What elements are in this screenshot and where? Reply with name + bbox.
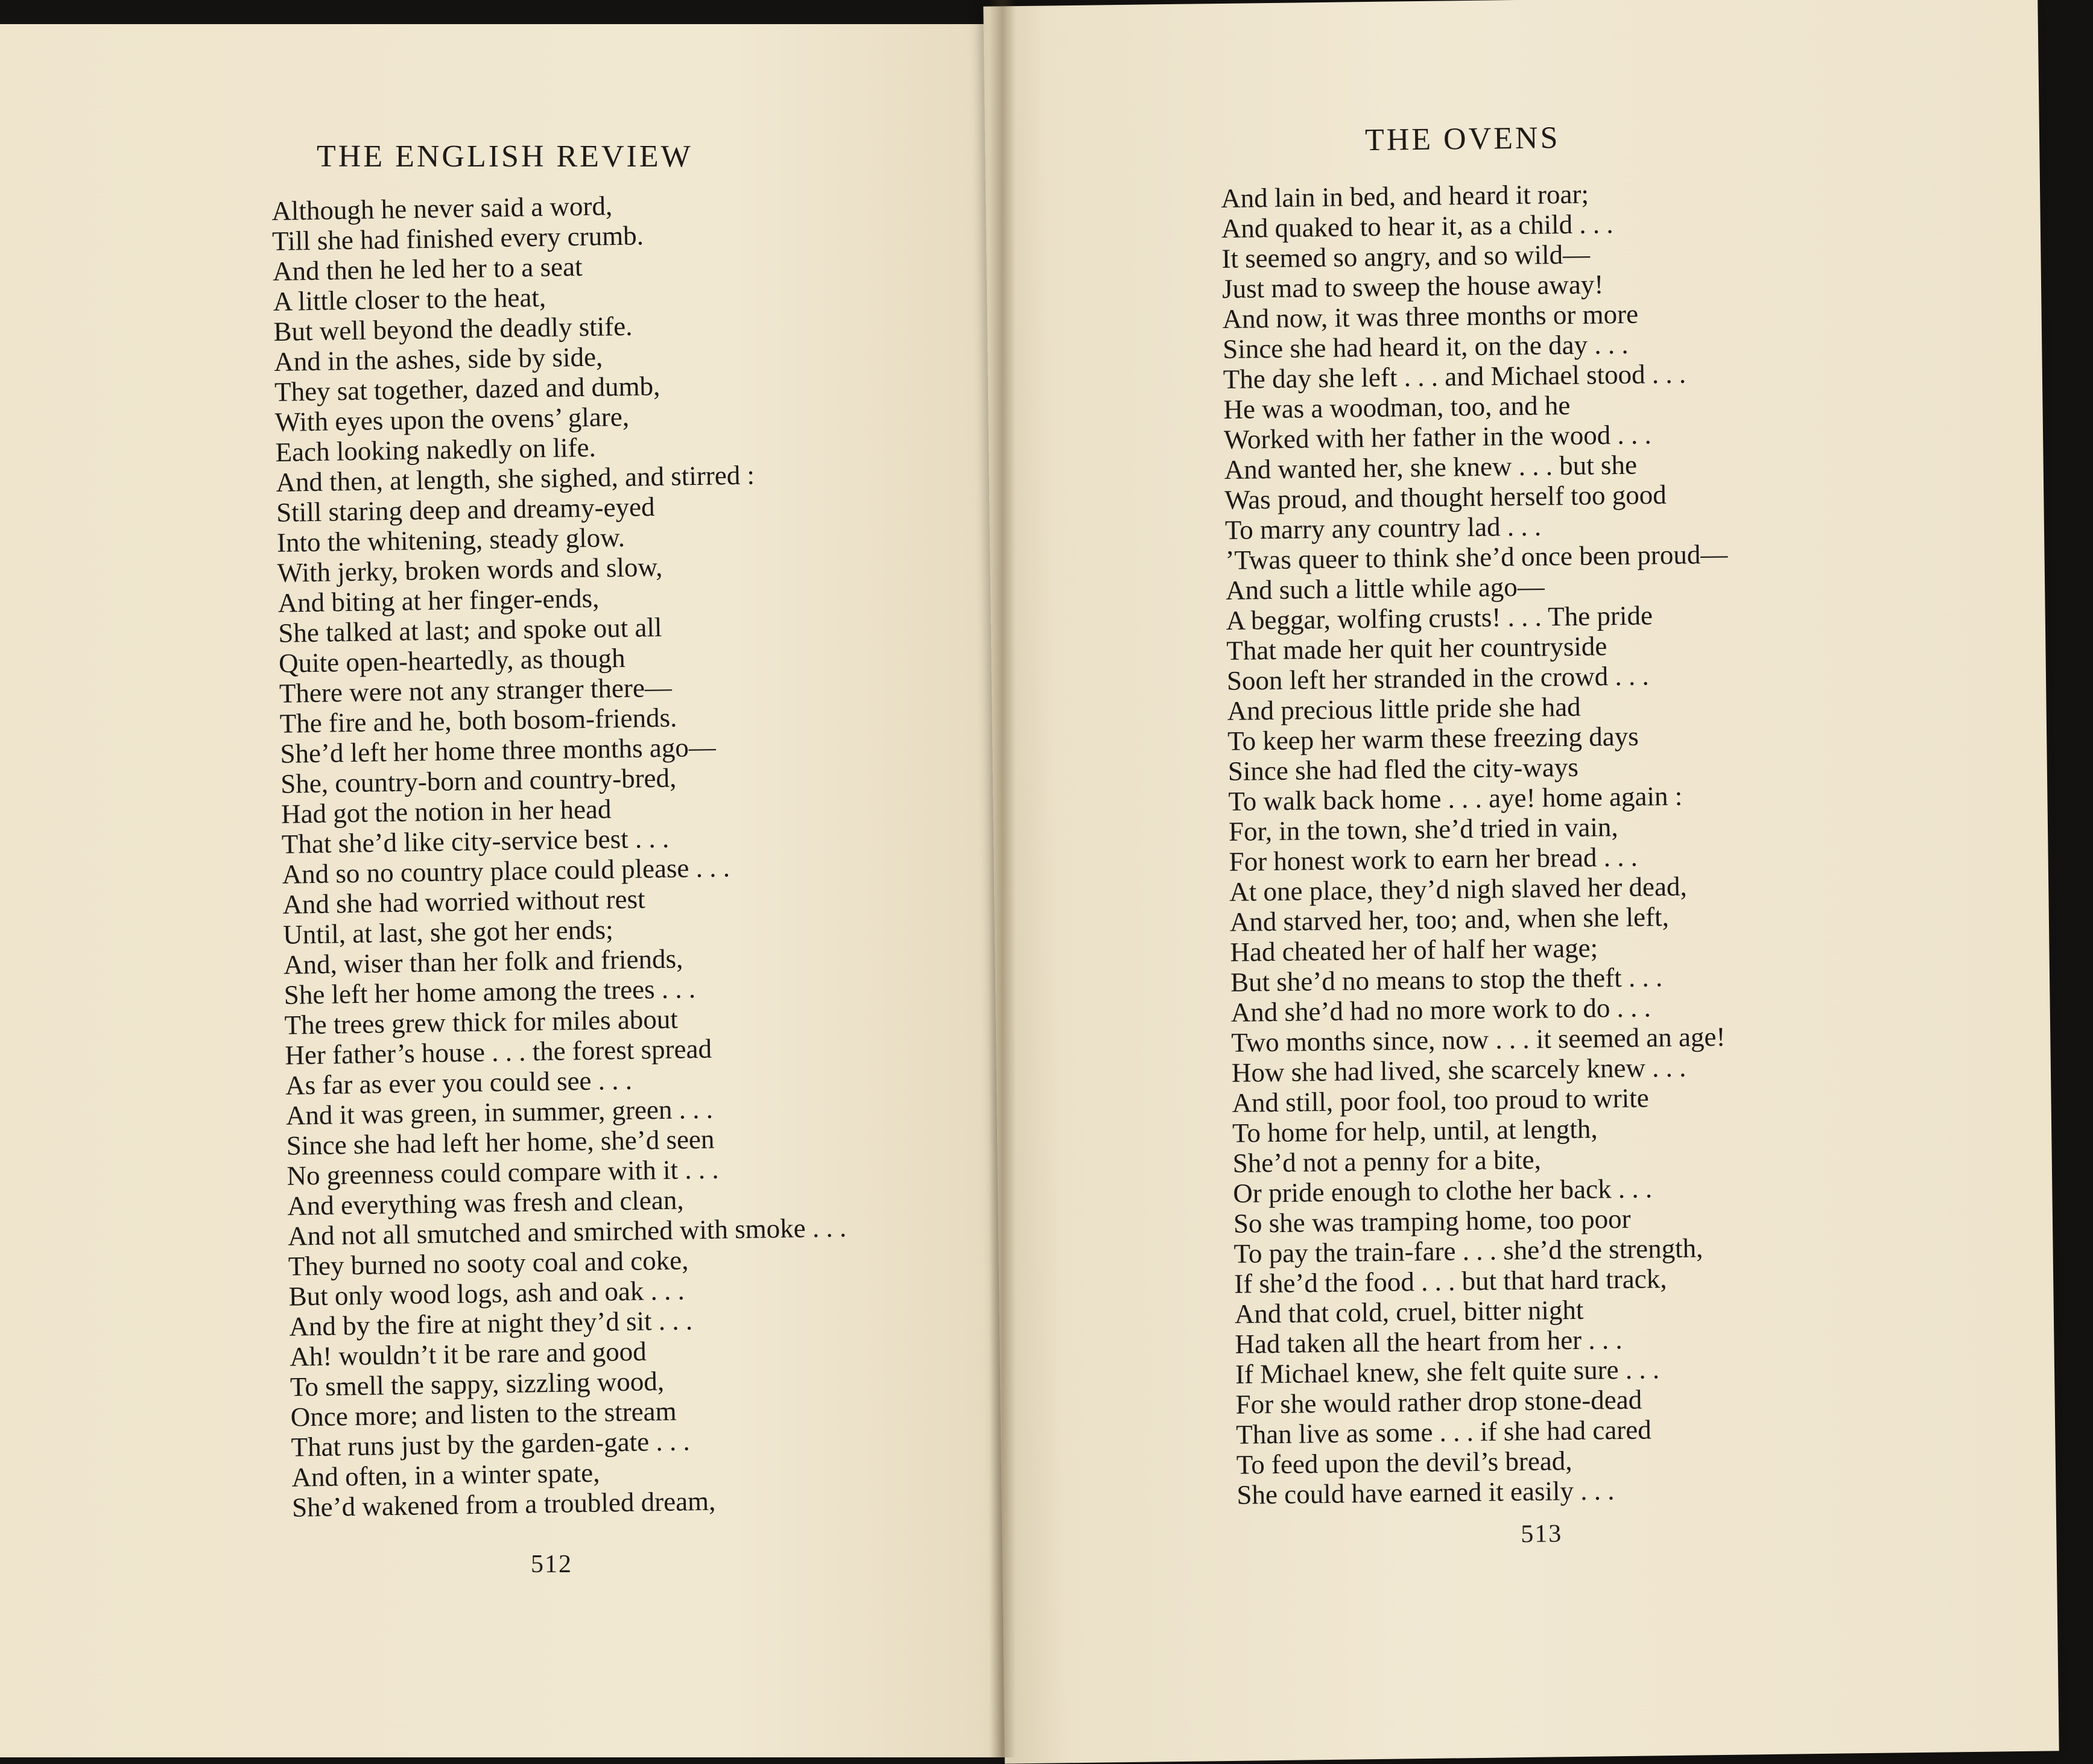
poem-line: If Michael knew, she felt quite sure . . . [1235,1354,1660,1389]
poem-line: And not all smutched and smirched with smoke . . . [287,1212,847,1251]
poem-line: The day she left . . . and Michael stood . . . [1223,358,1686,394]
poem-line: With eyes upon the ovens’ glare, [274,401,630,437]
poem-line: And everything was fresh and clean, [287,1184,684,1221]
poem-line: Or pride enough to clothe her back . . . [1233,1173,1653,1209]
poem-line: She left her home among the trees . . . [283,973,696,1010]
poem-line: And starved her, too; and, when she left, [1229,902,1670,937]
poem-line: Till she had finished every crumb. [271,220,644,256]
poem-line: And now, it was three months or more [1222,299,1639,334]
poem-line: They burned no sooty coal and coke, [288,1245,689,1282]
poem-line: That made her quit her countryside [1226,631,1607,666]
poem-line: A beggar, wolfing crusts! . . . The pride [1226,600,1653,636]
poem-line: To home for help, until, at length, [1232,1113,1598,1148]
poem-line: To marry any country lad . . . [1224,511,1542,545]
poem-line: So she was tramping home, too poor [1233,1203,1631,1239]
running-head: THE OVENS [1364,121,1560,158]
poem-line: But well beyond the deadly stife. [273,311,633,347]
poem-line: Just mad to sweep the house away! [1221,269,1604,304]
poem-line: The fire and he, both bosom-friends. [279,702,677,739]
poem-line: With jerky, broken words and slow, [277,551,663,588]
poem-line: Each looking nakedly on life. [275,432,597,467]
poem-line: And then, at length, she sighed, and stirred : [276,460,755,498]
poem-line: He was a woodman, too, and he [1223,390,1571,425]
poem-line: And biting at her finger-ends, [277,583,600,618]
poem-line: Soon left her stranded in the crowd . . . [1226,660,1650,696]
poem-line: To keep her warm these freezing days [1227,721,1639,756]
poem-line: And precious little pride she had [1227,691,1581,726]
poem-line: And often, in a winter spate, [291,1457,600,1493]
poem-line: Quite open-heartedly, as though [278,642,625,678]
poem-line: There were not any stranger there— [279,672,673,709]
poem-line: And such a little while ago— [1225,571,1545,605]
poem-line: She’d wakened from a troubled dream, [291,1485,716,1523]
poem-line: She, country-born and country-bred, [280,762,677,799]
poem-line: If she’d the food . . . but that hard track, [1233,1263,1667,1299]
poem-line: And, wiser than her folk and friends, [283,943,683,980]
poem-line: Into the whitening, steady glow. [276,522,625,558]
poem-line: As far as ever you could see . . . [285,1064,633,1101]
poem-line: Worked with her father in the wood . . . [1223,419,1652,455]
left-page [0,24,1039,1757]
poem-text [271,187,851,1522]
poem-line: ’Twas queer to think she’d once been proud— [1225,539,1728,575]
poem-line: She talked at last; and spoke out all [277,612,662,648]
poem-line: They sat together, dazed and dumb, [274,370,660,407]
poem-line: And wanted her, she knew . . . but she [1224,449,1638,485]
poem-line: Two months since, now . . . it seemed an age! [1230,1021,1726,1058]
poem-line: And so no country place could please . . . [282,852,730,890]
poem-line: She’d not a penny for a bite, [1232,1144,1542,1178]
poem-line: And it was green, in summer, green . . . [285,1093,714,1131]
poem-line: Ah! wouldn’t it be rare and good [289,1336,647,1372]
poem-line: Since she had fled the city-ways [1227,751,1579,786]
poem-line: And in the ashes, side by side, [273,341,603,377]
poem-line: And lain in bed, and heard it roar; [1220,179,1589,213]
poem-line: She’d left her home three months ago— [280,732,717,769]
poem-line: How she had lived, she scarcely knew . . . [1231,1052,1686,1088]
poem-line: Until, at last, she got her ends; [282,914,613,950]
poem-line: Since she had left her home, she’d seen [286,1124,715,1161]
running-head: THE ENGLISH REVIEW [317,139,693,174]
poem-line: To smell the sappy, sizzling wood, [290,1366,665,1402]
poem-line: That she’d like city-service best . . . [281,823,670,859]
poem-text [1221,177,1740,1510]
poem-line: For, in the town, she’d tried in vain, [1228,812,1618,847]
poem-line: That runs just by the garden-gate . . . [291,1426,690,1462]
poem-line: But only wood logs, ash and oak . . . [288,1275,685,1312]
poem-line: To pay the train-fare . . . she’d the strength, [1233,1233,1703,1269]
poem-line: Had got the notion in her head [280,794,612,829]
page-number: 513 [1521,1520,1563,1549]
poem-line: And she had worried without rest [282,884,645,920]
poem-line: She could have earned it easily . . . [1236,1475,1615,1510]
poem-line: Than live as some . . . if she had cared [1235,1414,1651,1450]
poem-line: Since she had heard it, on the day . . . [1222,329,1629,364]
poem-line: For honest work to earn her bread . . . [1229,841,1638,877]
poem-line: It seemed so angry, and so wild— [1221,239,1591,274]
poem-line: But she’d no means to stop the theft . . . [1230,962,1663,997]
page-number: 512 [531,1551,572,1578]
poem-line: No greenness could compare with it . . . [287,1154,719,1191]
poem-line: And still, poor fool, too proud to write [1232,1083,1649,1118]
poem-line: To feed upon the devil’s bread, [1236,1446,1572,1480]
poem-line: Once more; and listen to the stream [290,1396,677,1432]
poem-line: And she’d had no more work to do . . . [1230,992,1651,1028]
poem-line: Had taken all the heart from her . . . [1235,1324,1623,1359]
poem-line: And quaked to hear it, as a child . . . [1221,209,1613,244]
poem-line: Had cheated her of half her wage; [1230,932,1598,967]
poem-line: Still staring deep and dreamy-eyed [276,492,655,528]
poem-line: At one place, they’d nigh slaved her dead, [1229,871,1687,907]
poem-line: To walk back home . . . aye! home again : [1228,780,1683,817]
poem-line: For she would rather drop stone-dead [1235,1384,1642,1420]
poem-line: A little closer to the heat, [273,282,546,317]
right-page [983,0,2059,1764]
poem-line: Was proud, and thought herself too good [1224,479,1667,515]
poem-line: Her father’s house . . . the forest spread [284,1033,712,1070]
poem-line: And then he led her to a seat [272,251,583,286]
poem-line: Although he never said a word, [271,191,613,226]
poem-line: And by the fire at night they’d sit . . . [289,1305,693,1342]
poem-line: The trees grew thick for miles about [284,1004,679,1040]
poem-line: And that cold, cruel, bitter night [1234,1294,1584,1329]
